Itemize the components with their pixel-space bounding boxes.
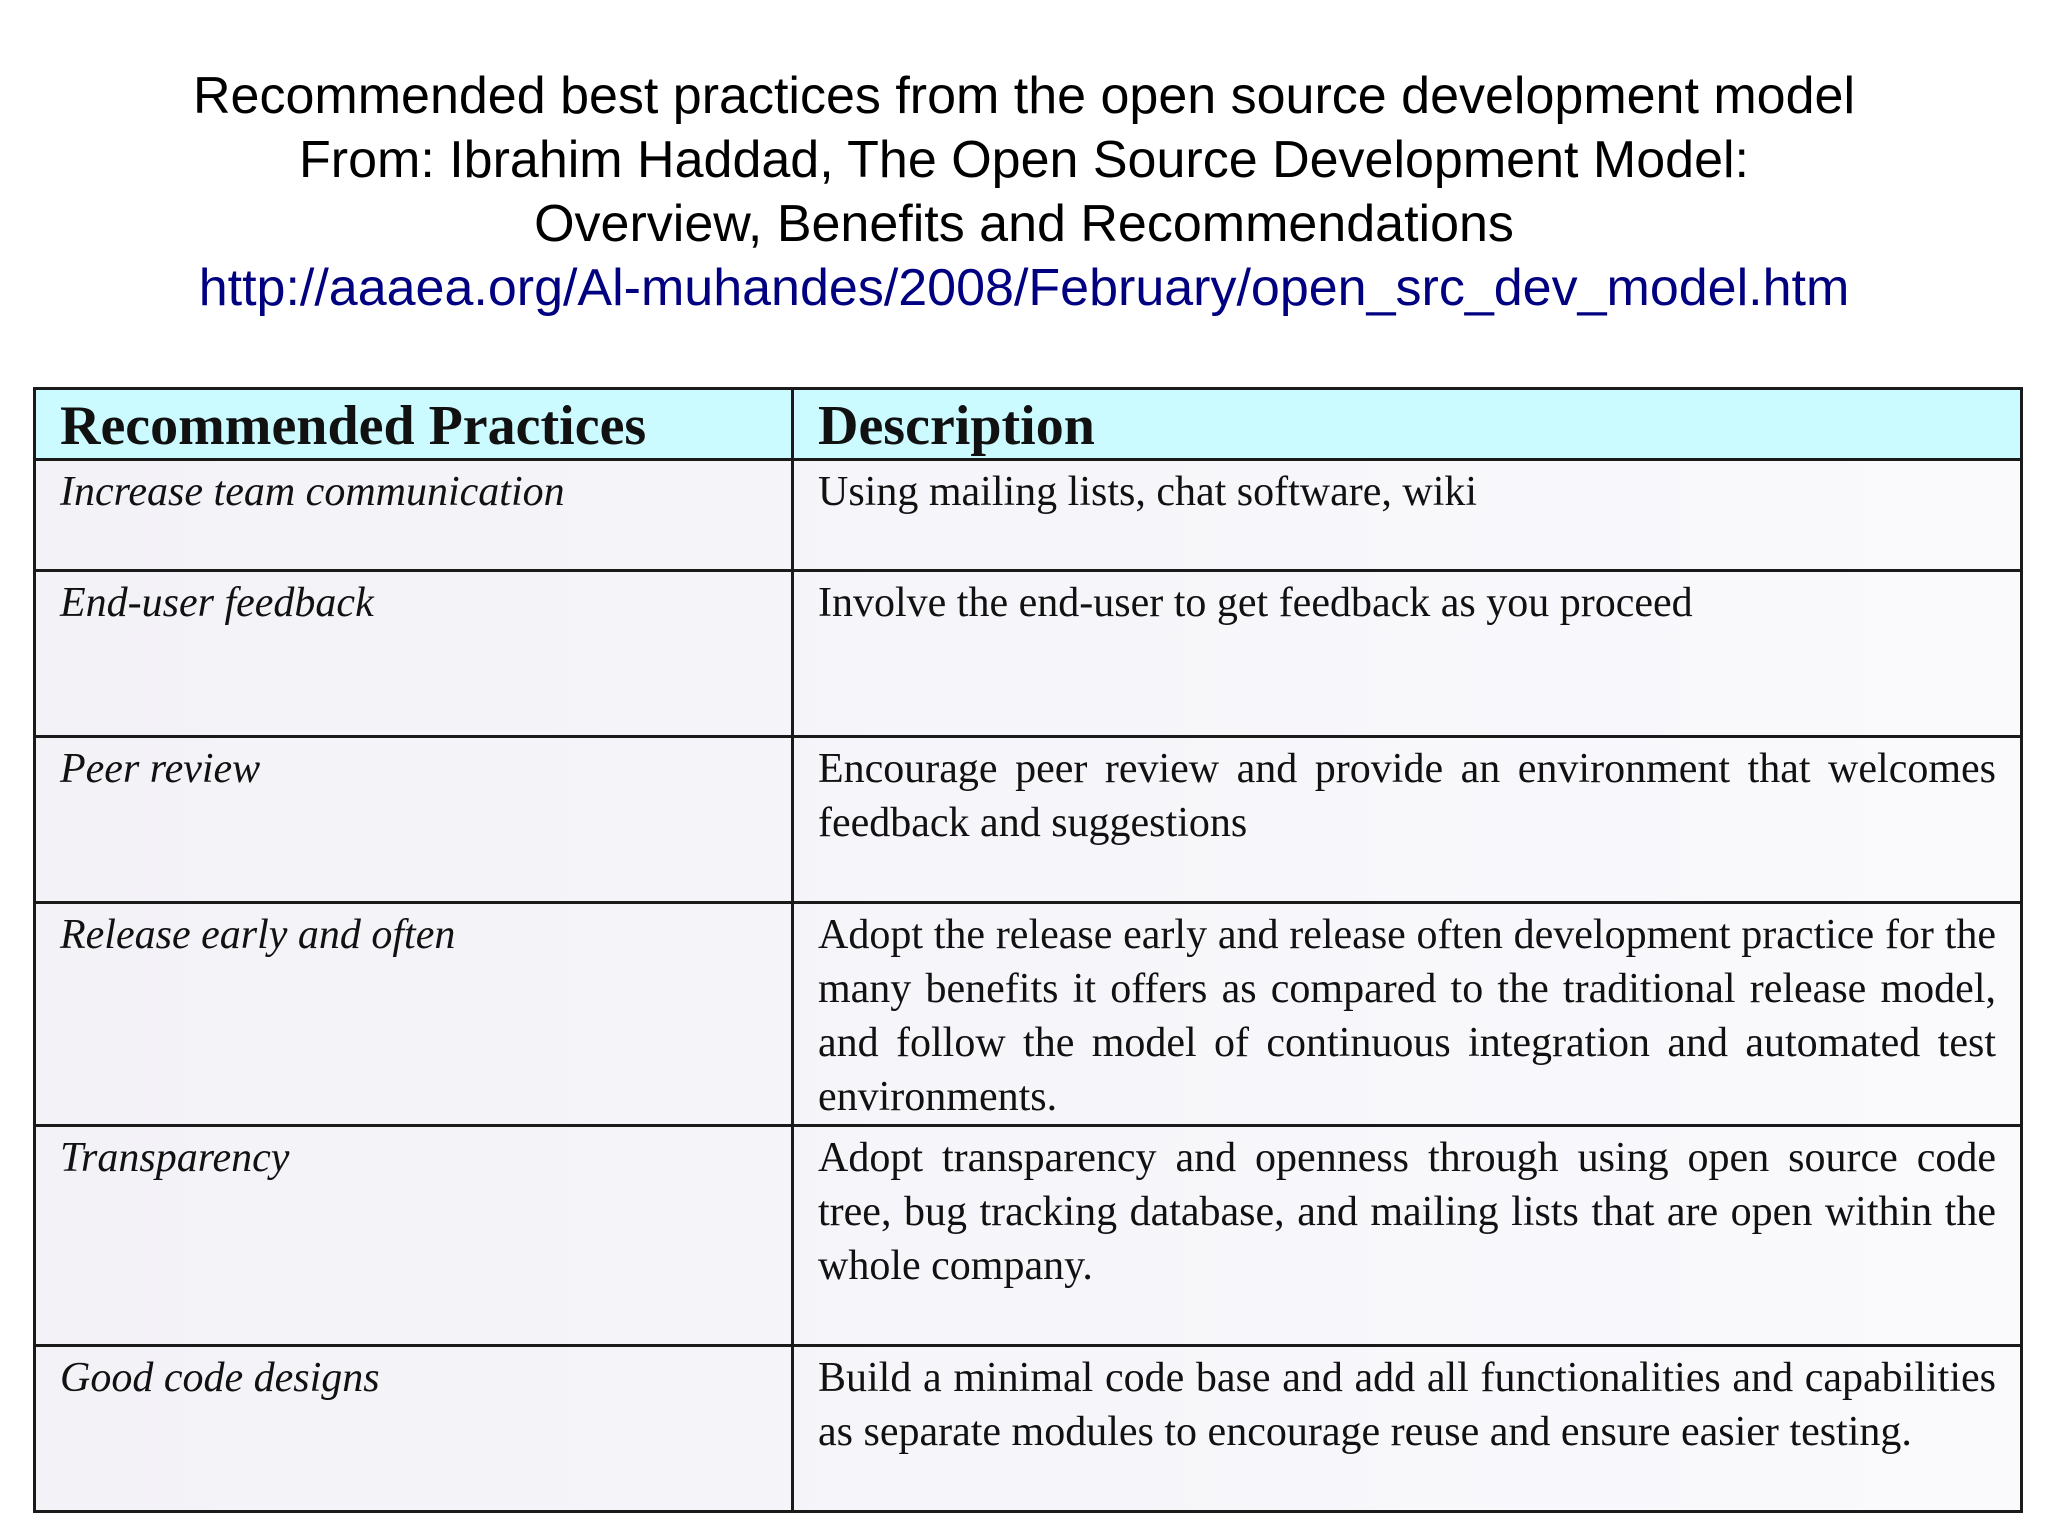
- table-row: [35, 903, 2022, 1126]
- description-cell: Involve the end-user to get feedback as you proceed: [793, 571, 2022, 737]
- table-row: [35, 1346, 2022, 1512]
- table-header-row: [35, 389, 2022, 460]
- description-cell: Adopt the release early and release often development practice for the many benefits it offers as compared to the traditional release model, and follow the model of continuous integration and automated test environments.: [793, 903, 2022, 1126]
- title-line-1: Recommended best practices from the open source development model: [193, 67, 1855, 125]
- practices-table-image: [33, 387, 2020, 1511]
- description-cell: Using mailing lists, chat software, wiki: [793, 460, 2022, 571]
- practices-table: [33, 387, 2023, 1513]
- title-line-2: From: Ibrahim Haddad, The Open Source Development Model:: [299, 131, 1749, 189]
- slide-title: [0, 64, 2048, 320]
- description-cell: Encourage peer review and provide an environment that welcomes feedback and suggestions: [793, 737, 2022, 903]
- description-cell: Adopt transparency and openness through using open source code tree, bug tracking database, and mailing lists that are open within the whole company.: [793, 1126, 2022, 1346]
- title-line-3: Overview, Benefits and Recommendations: [534, 195, 1514, 253]
- practice-cell: Good code designs: [35, 1346, 793, 1512]
- table-row: [35, 1126, 2022, 1346]
- column-header-description: Description: [793, 389, 2022, 460]
- practice-cell: End-user feedback: [35, 571, 793, 737]
- description-cell: Build a minimal code base and add all functionalities and capabilities as separate modules to encourage reuse and ensure easier testing.: [793, 1346, 2022, 1512]
- practice-cell: Peer review: [35, 737, 793, 903]
- source-url-link[interactable]: http://aaaea.org/Al-muhandes/2008/February/open_src_dev_model.htm: [198, 259, 1850, 317]
- practice-cell: Transparency: [35, 1126, 793, 1346]
- table-row: [35, 737, 2022, 903]
- table-row: [35, 571, 2022, 737]
- practice-cell: Release early and often: [35, 903, 793, 1126]
- practice-cell: Increase team communication: [35, 460, 793, 571]
- column-header-practices: Recommended Practices: [35, 389, 793, 460]
- table-row: [35, 460, 2022, 571]
